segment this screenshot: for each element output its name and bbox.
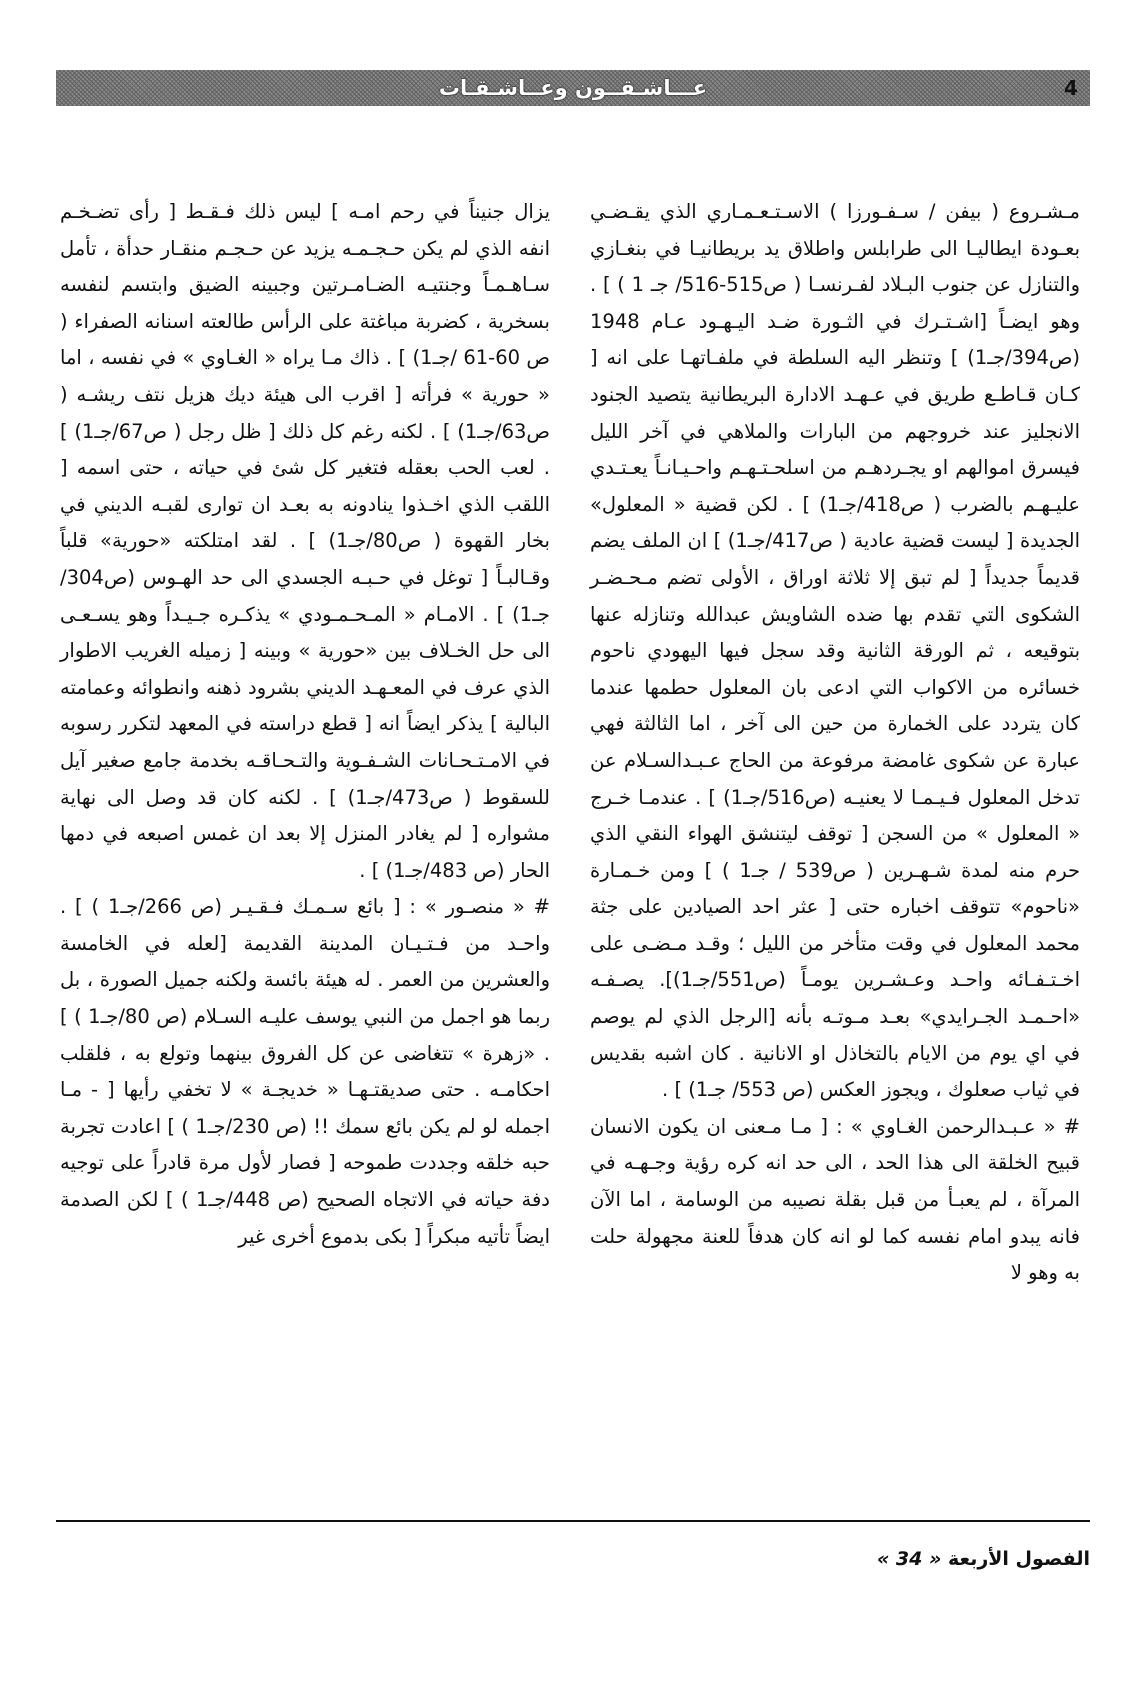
- header-corner-mark: 4: [1064, 76, 1078, 100]
- page-footer: [860, 1548, 1090, 1570]
- text-column-left: [60, 194, 550, 1255]
- text-column-right: [590, 194, 1080, 1292]
- paragraph: يزال جنيناً في رحم امـه ] ليس ذلك فـقـط [ رأى تضـخـم انفه الذي لم يكن حـجـمـه يزيد عن حـجـم منقـار حدأة ، تأمل سـاهـمـاً وجنتيـه الضـامـرتين وجبينه الضيق وابتسم لنفسه بسخرية ، كضربة مباغتة على الرأس طالعته اسنانه الصفراء ( ص 60-61 /جـ1) ] . ذاك مـا يراه « الغـاوي » في نفسه ، اما « حورية » فرأته [ اقرب الى هيئة ديك هزيل نتف ريشـه ( ص63/جـ1) ] . لكنه رغم كل ذلك [ ظل رجل ( ص67/جـ1) ] . لعب الحب بعقله فتغير كل شئ في حياته ، حتى اسمه [ اللقب الذي اخـذوا ينادونه به بعـد ان توارى لقبـه الديني في بخار القهوة ( ص80/جـ1) ] . لقد امتلكته «حورية» قلباً وقـالبـاً [ توغل في حـبـه الجسدي الى حد الهـوس (ص304/جـ1) ] . الامـام « المـحـمـودي » يذكـره جـيـداً وهو يسـعـى الى حل الخـلاف بين «حورية » وبينه [ زميله الغريب الاطوار الذي عرف في المعـهـد الديني بشرود ذهنه وانطوائه وعمامته البالية ] يذكر ايضاً انه [ قطع دراسته في المعهد لتكرر رسوبه في الامـتـحـانات الشـفـوية والتـحـاقـه بخدمة جامع صغير آيل للسقوط ( ص473/جـ1) ] . لكنه كان قد وصل الى نهاية مشواره [ لم يغادر المنزل إلا بعد ان غمس اصبعه في دمها الحار (ص 483/جـ1) ] .: [60, 200, 550, 882]
- footer-divider: [56, 1520, 1090, 1522]
- paragraph: # « منصـور » : [ بائع سـمـك فـقـيـر (ص 266/جـ1 ) ] . واحـد من فـتـيـان المدينة القديمة [لعله في الخامسة والعشرين من العمر . له هيئة بائسة ولكنه جميل الصورة ، بل ربما هو اجمل من النبي يوسف عليـه السـلام (ص 80/جـ1 ) ] . «زهرة » تتغاضى عن كل الفروق بينهما وتولع به ، فلقلب احكامـه . حتى صديقتـهـا « خديجـة » لا تخفي رأيها [ - مـا اجمله لو لم يكن بائع سمك !! (ص 230/جـ1 ) ] اعادت تجربة حبه خلقه وجددت طموحه [ فصار لأول مرة قادراً على توجيه دفة حياته في الاتجاه الصحيح (ص 448/جـ1 ) ] لكن الصدمة ايضاً تأتيه مبكراً [ بكى بدموع أخرى غير: [60, 895, 551, 1248]
- page-number: « 34 »: [876, 1548, 942, 1570]
- running-header-title: عـــاشـقــون وعــاشـقـات: [438, 76, 708, 100]
- running-header-band: [56, 70, 1090, 106]
- paragraph: # « عـبـدالرحمن الغـاوي » : [ مـا مـعنى ان يكون الانسان قبيح الخلقة الى هذا الحد ، الى حد انه كره رؤية وجـهـه في المرآة ، لم يعبـأ من قبل بقلة نصيبه من الوسامة ، اما الآن فانه يبدو امام نفسه كما لو انه كان هدفاً للعنة مجهولة حلت به وهو لا: [590, 1114, 1080, 1285]
- paragraph: مـشـروع ( بيفن / سـفـورزا ) الاسـتـعـمـاري الذي يقـضـي بعـودة ايطاليـا الى طرابلس واطلاق يد بريطانيـا في بنغـازي والتنازل عن جنوب البـلاد لفـرنسـا ( ص515-516/ جـ 1 ) ] . وهو ايضـاً [اشـتـرك في الثـورة ضـد اليـهـود عـام 1948 (ص394/جـ1) ] وتنظر اليه السلطة في ملفـاتهـا على انه [ كـان قـاطـع طريق في عـهـد الادارة البريطانية يتصيد الجنود الانجليز عند خروجهم من البارات والملاهي في آخر الليل فيسرق اموالهم او يجـردهـم من اسلحـتـهـم واحـيـانـاً يعـتـدي عليـهـم بالضرب ( ص418/جـ1) ] . لكن قضية « المعلول» الجديدة [ ليست قضية عادية ( ص417/جـ1) ] ان الملف يضم قديماً جديداً [ لم تبق إلا ثلاثة اوراق ، الأولى تضم مـحـضـر الشكوى التي تقدم بها ضده الشاويش عبدالله وتنازله عنها بتوقيعه ، ثم الورقة الثانية وقد سجل فيها اليهودي ناحوم خسائره من الاكواب التي ادعى بان المعلول حطمها عندما كان يتردد على الخمارة من حين الى آخر ، اما الثالثة فهي عبارة عن شكوى غامضة مرفوعة من الحاج عـبـدالسـلام عن تدخل المعلول فـيـمـا لا يعنيـه (ص516/جـ1) ] . عندمـا خـرج « المعلول » من السجن [ توقف ليتنشق الهواء النقي الذي حرم منه لمدة شـهـرين ( ص539 / جـ1 ) ] ومن خـمـارة «ناحوم» تتوقف اخباره حتى [ عثر احد الصيادين على جثة محمد المعلول في وقت متأخر من الليل ؛ وقـد مـضـى على اخـتـفـائه واحـد وعـشـرين يومـاً (ص551/جـ1)]. يصـفـه «احـمـد الجـرايدي» بعـد مـوتـه بأنه [الرجل الذي لم يوصم في اي يوم من الايام بالتخاذل او الانانية . كان اشبه بقديس في ثياب صعلوك ، ويجوز العكس (ص 553/ جـ1) ] .: [590, 200, 1081, 1102]
- journal-name: الفصول الأربعة: [947, 1548, 1090, 1570]
